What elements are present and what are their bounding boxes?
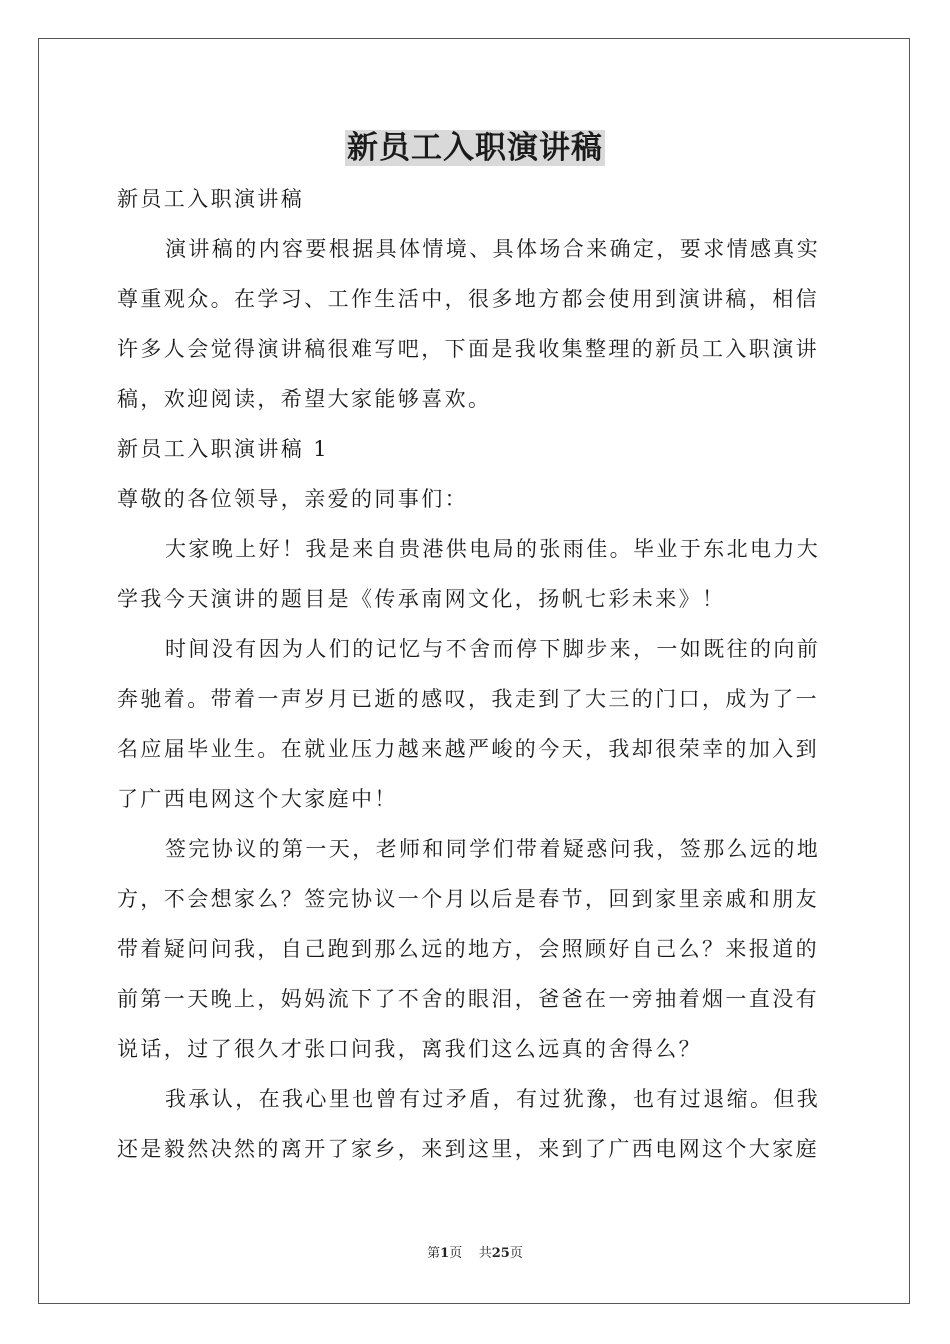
- body-line: 大家晚上好！我是来自贵港供电局的张雨佳。毕业于东北电力大: [165, 537, 821, 561]
- total-prefix: 共: [478, 1246, 492, 1261]
- section-heading: 新员工入职演讲稿 1: [117, 437, 330, 461]
- body-line: 说话，过了很久才张口问我，离我们这么远真的舍得么？: [117, 1037, 702, 1061]
- body-line: 了广西电网这个大家庭中！: [117, 787, 398, 811]
- page-suffix: 页: [449, 1246, 463, 1261]
- page-footer: [0, 1244, 950, 1264]
- body-line: 带着疑问问我，自己跑到那么远的地方，会照顾好自己么？来报道的: [117, 937, 819, 961]
- body-line: 方，不会想家么？签完协议一个月以后是春节，回到家里亲戚和朋友: [117, 887, 819, 911]
- page-number: 1: [440, 1246, 450, 1261]
- document-body: [117, 174, 837, 1174]
- body-line: 尊重观众。在学习、工作生活中，很多地方都会使用到演讲稿，相信: [117, 287, 819, 311]
- body-line: 许多人会觉得演讲稿很难写吧，下面是我收集整理的新员工入职演讲: [117, 337, 819, 361]
- body-line: 时间没有因为人们的记忆与不舍而停下脚步来，一如既往的向前: [165, 637, 821, 661]
- body-line: 新员工入职演讲稿: [117, 187, 305, 211]
- total-pages: 25: [491, 1246, 510, 1261]
- salutation: 尊敬的各位领导，亲爱的同事们：: [117, 487, 468, 511]
- body-line: 还是毅然决然的离开了家乡，来到这里，来到了广西电网这个大家庭: [117, 1137, 819, 1161]
- total-suffix: 页: [509, 1246, 523, 1261]
- body-line: 学我今天演讲的题目是《传承南网文化，扬帆七彩未来》！: [117, 587, 726, 611]
- body-line: 签完协议的第一天，老师和同学们带着疑惑问我，签那么远的地: [165, 837, 821, 861]
- body-line: 我承认，在我心里也曾有过矛盾，有过犹豫，也有过退缩。但我: [165, 1087, 821, 1111]
- body-line: 演讲稿的内容要根据具体情境、具体场合来确定，要求情感真实: [165, 237, 821, 261]
- body-line: 奔驰着。带着一声岁月已逝的感叹，我走到了大三的门口，成为了一: [117, 687, 819, 711]
- document-title-text: 新员工入职演讲稿: [347, 130, 603, 166]
- document-title: [0, 124, 950, 172]
- page-prefix: 第: [427, 1246, 441, 1261]
- body-line: 名应届毕业生。在就业压力越来越严峻的今天，我却很荣幸的加入到: [117, 737, 819, 761]
- body-line: 前第一天晚上，妈妈流下了不舍的眼泪，爸爸在一旁抽着烟一直没有: [117, 987, 819, 1011]
- body-line: 稿，欢迎阅读，希望大家能够喜欢。: [117, 387, 492, 411]
